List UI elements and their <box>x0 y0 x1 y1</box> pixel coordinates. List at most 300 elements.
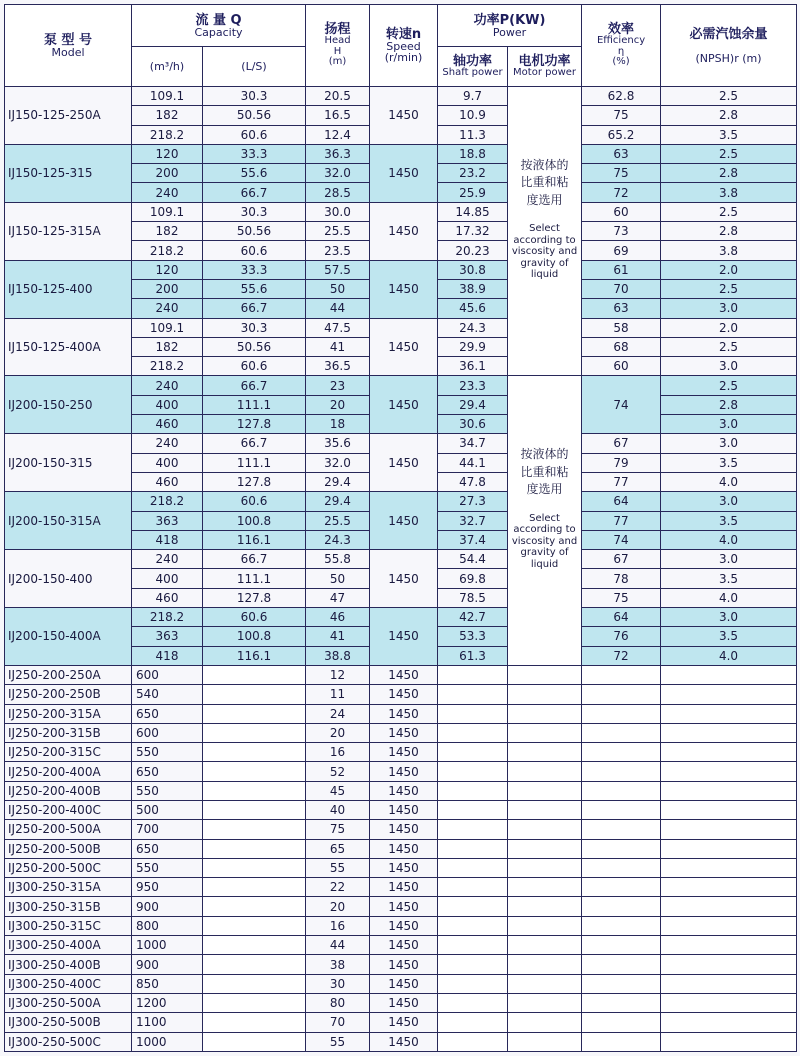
table-body <box>5 87 797 1052</box>
capacity-unit-ls: (L/S) <box>203 47 306 87</box>
motor-power-cell <box>508 858 582 877</box>
head-cell: 47.5 <box>306 318 370 337</box>
head-cell: 20 <box>306 723 370 742</box>
efficiency-cell <box>582 704 661 723</box>
capacity-ls-cell: 60.6 <box>203 125 306 144</box>
table-row <box>5 704 797 723</box>
speed-cell: 1450 <box>370 762 438 781</box>
shaft-power-cell: 30.8 <box>438 260 508 279</box>
efficiency-cell: 79 <box>582 453 661 472</box>
table-row <box>5 434 797 453</box>
capacity-m3h-cell: 650 <box>132 704 203 723</box>
efficiency-cell: 73 <box>582 222 661 241</box>
shaft-power-cell: 37.4 <box>438 530 508 549</box>
capacity-m3h-cell: 400 <box>132 453 203 472</box>
model-cell: IJ300-250-315C <box>5 916 132 935</box>
model-cell: IJ200-150-315 <box>5 434 132 492</box>
model-cell: IJ250-200-500C <box>5 858 132 877</box>
npsh-cell: 2.5 <box>661 202 797 221</box>
efficiency-cell <box>582 743 661 762</box>
shaft-power-cell: 44.1 <box>438 453 508 472</box>
head-cell: 36.5 <box>306 357 370 376</box>
npsh-cell <box>661 800 797 819</box>
model-cell: IJ300-250-500C <box>5 1032 132 1051</box>
speed-header: 转速n Speed (r/min) <box>370 5 438 87</box>
capacity-m3h-cell: 650 <box>132 762 203 781</box>
head-cell: 35.6 <box>306 434 370 453</box>
note-en-text: Select according to viscosity and gravity of liquid <box>511 512 578 570</box>
speed-cell: 1450 <box>370 858 438 877</box>
head-cell: 20 <box>306 897 370 916</box>
npsh-cell: 3.0 <box>661 415 797 434</box>
model-cell: IJ250-200-315B <box>5 723 132 742</box>
head-cell: 80 <box>306 993 370 1012</box>
efficiency-cell: 75 <box>582 164 661 183</box>
capacity-m3h-cell: 218.2 <box>132 492 203 511</box>
model-cell: IJ250-200-315C <box>5 743 132 762</box>
efficiency-cell: 61 <box>582 260 661 279</box>
motor-power-cell <box>508 704 582 723</box>
npsh-cell: 3.0 <box>661 608 797 627</box>
efficiency-cell: 62.8 <box>582 87 661 106</box>
npsh-cell <box>661 916 797 935</box>
capacity-ls-cell <box>203 665 306 684</box>
efficiency-cell <box>582 897 661 916</box>
npsh-cell <box>661 704 797 723</box>
capacity-m3h-cell: 363 <box>132 511 203 530</box>
npsh-cell: 2.5 <box>661 279 797 298</box>
capacity-ls-cell <box>203 1013 306 1032</box>
efficiency-cell: 69 <box>582 241 661 260</box>
efficiency-cell <box>582 665 661 684</box>
npsh-cell: 2.5 <box>661 144 797 163</box>
efficiency-cell: 65.2 <box>582 125 661 144</box>
shaft-power-cell: 24.3 <box>438 318 508 337</box>
motor-power-cell <box>508 936 582 955</box>
capacity-m3h-cell: 120 <box>132 260 203 279</box>
head-cell: 25.5 <box>306 511 370 530</box>
capacity-m3h-cell: 218.2 <box>132 125 203 144</box>
efficiency-header: 效率 Efficiency η (%) <box>582 5 661 87</box>
note-cn-line: 度选用 <box>526 482 563 497</box>
head-cell: 30.0 <box>306 202 370 221</box>
efficiency-cell <box>582 723 661 742</box>
npsh-cell: 2.0 <box>661 318 797 337</box>
speed-cell: 1450 <box>370 665 438 684</box>
shaft-power-cell <box>438 936 508 955</box>
head-cell: 32.0 <box>306 453 370 472</box>
capacity-ls-cell <box>203 974 306 993</box>
efficiency-cell <box>582 936 661 955</box>
capacity-ls-cell: 60.6 <box>203 241 306 260</box>
capacity-ls-cell: 50.56 <box>203 106 306 125</box>
speed-cell: 1450 <box>370 492 438 550</box>
speed-cell: 1450 <box>370 800 438 819</box>
capacity-m3h-cell: 1200 <box>132 993 203 1012</box>
efficiency-cell: 77 <box>582 472 661 491</box>
speed-cell: 1450 <box>370 936 438 955</box>
npsh-cell <box>661 665 797 684</box>
capacity-m3h-cell: 418 <box>132 646 203 665</box>
capacity-m3h-cell: 182 <box>132 337 203 356</box>
model-cell: IJ250-200-250A <box>5 665 132 684</box>
efficiency-cell <box>582 878 661 897</box>
capacity-ls-cell: 127.8 <box>203 588 306 607</box>
npsh-cell <box>661 723 797 742</box>
capacity-m3h-cell: 460 <box>132 415 203 434</box>
shaft-power-cell: 36.1 <box>438 357 508 376</box>
head-cell: 38 <box>306 955 370 974</box>
head-cell: 65 <box>306 839 370 858</box>
shaft-power-cell: 45.6 <box>438 299 508 318</box>
model-cell: IJ250-200-400A <box>5 762 132 781</box>
npsh-cell: 3.0 <box>661 357 797 376</box>
head-cell: 22 <box>306 878 370 897</box>
head-cell: 16 <box>306 916 370 935</box>
shaft-power-cell <box>438 897 508 916</box>
npsh-cell: 2.5 <box>661 337 797 356</box>
npsh-cell: 3.8 <box>661 183 797 202</box>
head-cell: 30 <box>306 974 370 993</box>
table-row <box>5 665 797 684</box>
shaft-power-cell <box>438 762 508 781</box>
capacity-ls-cell: 127.8 <box>203 472 306 491</box>
capacity-m3h-cell: 109.1 <box>132 318 203 337</box>
speed-cell: 1450 <box>370 993 438 1012</box>
shaft-power-header: 轴功率 Shaft power <box>438 47 508 87</box>
capacity-ls-cell: 60.6 <box>203 357 306 376</box>
efficiency-cell <box>582 1032 661 1051</box>
model-cell: IJ300-250-315A <box>5 878 132 897</box>
capacity-m3h-cell: 550 <box>132 858 203 877</box>
table-row <box>5 858 797 877</box>
speed-cell: 1450 <box>370 376 438 434</box>
capacity-ls-cell <box>203 858 306 877</box>
capacity-ls-cell: 60.6 <box>203 492 306 511</box>
shaft-power-cell: 23.3 <box>438 376 508 395</box>
motor-power-cell <box>508 878 582 897</box>
table-row <box>5 916 797 935</box>
capacity-m3h-cell: 363 <box>132 627 203 646</box>
shaft-power-cell: 69.8 <box>438 569 508 588</box>
head-cell: 40 <box>306 800 370 819</box>
model-cell: IJ150-125-250A <box>5 87 132 145</box>
capacity-m3h-cell: 182 <box>132 222 203 241</box>
capacity-m3h-cell: 109.1 <box>132 87 203 106</box>
shaft-power-cell <box>438 1013 508 1032</box>
table-row <box>5 820 797 839</box>
shaft-power-cell: 20.23 <box>438 241 508 260</box>
npsh-cell: 2.8 <box>661 222 797 241</box>
efficiency-cell: 68 <box>582 337 661 356</box>
npsh-cell: 3.5 <box>661 511 797 530</box>
head-cell: 47 <box>306 588 370 607</box>
shaft-power-cell: 54.4 <box>438 550 508 569</box>
shaft-power-cell <box>438 974 508 993</box>
npsh-cell <box>661 858 797 877</box>
npsh-cell: 4.0 <box>661 530 797 549</box>
efficiency-cell <box>582 820 661 839</box>
capacity-m3h-cell: 550 <box>132 781 203 800</box>
npsh-cell <box>661 839 797 858</box>
note-cn-line: 度选用 <box>526 192 563 207</box>
shaft-power-cell: 23.2 <box>438 164 508 183</box>
speed-cell: 1450 <box>370 685 438 704</box>
shaft-power-cell <box>438 781 508 800</box>
table-row <box>5 144 797 163</box>
speed-cell: 1450 <box>370 704 438 723</box>
model-cell: IJ150-125-315 <box>5 144 132 202</box>
efficiency-cell: 60 <box>582 357 661 376</box>
capacity-m3h-cell: 218.2 <box>132 357 203 376</box>
head-cell: 16 <box>306 743 370 762</box>
efficiency-cell: 75 <box>582 588 661 607</box>
model-cell: IJ200-150-250 <box>5 376 132 434</box>
capacity-m3h-cell: 1000 <box>132 936 203 955</box>
capacity-ls-cell: 66.7 <box>203 299 306 318</box>
shaft-power-cell <box>438 839 508 858</box>
motor-power-cell <box>508 781 582 800</box>
capacity-m3h-cell: 400 <box>132 569 203 588</box>
efficiency-cell: 64 <box>582 608 661 627</box>
speed-cell: 1450 <box>370 87 438 145</box>
efficiency-cell <box>582 993 661 1012</box>
motor-power-cell <box>508 916 582 935</box>
model-cell: IJ250-200-250B <box>5 685 132 704</box>
npsh-cell: 3.0 <box>661 299 797 318</box>
motor-power-cell <box>508 1032 582 1051</box>
capacity-ls-cell: 66.7 <box>203 550 306 569</box>
efficiency-cell: 74 <box>582 530 661 549</box>
model-cell: IJ250-200-315A <box>5 704 132 723</box>
motor-power-note <box>508 87 582 376</box>
efficiency-cell <box>582 955 661 974</box>
capacity-ls-cell <box>203 800 306 819</box>
capacity-m3h-cell: 240 <box>132 183 203 202</box>
head-cell: 32.0 <box>306 164 370 183</box>
shaft-power-cell: 30.6 <box>438 415 508 434</box>
note-cn-line: 按液体的 <box>520 158 569 172</box>
shaft-power-cell <box>438 665 508 684</box>
head-cell: 25.5 <box>306 222 370 241</box>
speed-cell: 1450 <box>370 434 438 492</box>
capacity-ls-cell <box>203 781 306 800</box>
capacity-ls-cell: 116.1 <box>203 646 306 665</box>
table-row <box>5 762 797 781</box>
capacity-ls-cell <box>203 936 306 955</box>
table-row <box>5 376 797 395</box>
speed-cell: 1450 <box>370 839 438 858</box>
motor-power-cell <box>508 839 582 858</box>
head-cell: 29.4 <box>306 492 370 511</box>
shaft-power-cell <box>438 916 508 935</box>
capacity-ls-cell: 66.7 <box>203 376 306 395</box>
speed-cell: 1450 <box>370 897 438 916</box>
motor-power-note <box>508 376 582 665</box>
efficiency-cell <box>582 1013 661 1032</box>
head-cell: 44 <box>306 936 370 955</box>
capacity-m3h-cell: 600 <box>132 723 203 742</box>
head-cell: 44 <box>306 299 370 318</box>
efficiency-cell: 74 <box>582 376 661 434</box>
capacity-header: 流 量 Q Capacity <box>132 5 306 47</box>
model-cell: IJ300-250-400A <box>5 936 132 955</box>
motor-power-cell <box>508 1013 582 1032</box>
pump-performance-sheet <box>4 4 796 1052</box>
shaft-power-cell: 18.8 <box>438 144 508 163</box>
speed-cell: 1450 <box>370 144 438 202</box>
npsh-cell: 2.8 <box>661 395 797 414</box>
capacity-ls-cell <box>203 955 306 974</box>
capacity-ls-cell <box>203 743 306 762</box>
capacity-m3h-cell: 182 <box>132 106 203 125</box>
capacity-ls-cell: 30.3 <box>203 87 306 106</box>
shaft-power-cell: 38.9 <box>438 279 508 298</box>
table-row <box>5 685 797 704</box>
capacity-m3h-cell: 460 <box>132 588 203 607</box>
model-cell: IJ300-250-500B <box>5 1013 132 1032</box>
capacity-ls-cell <box>203 878 306 897</box>
head-cell: 52 <box>306 762 370 781</box>
npsh-cell: 4.0 <box>661 588 797 607</box>
capacity-ls-cell <box>203 993 306 1012</box>
capacity-m3h-cell: 850 <box>132 974 203 993</box>
capacity-m3h-cell: 200 <box>132 279 203 298</box>
npsh-cell <box>661 685 797 704</box>
model-cell: IJ300-250-500A <box>5 993 132 1012</box>
capacity-ls-cell <box>203 704 306 723</box>
speed-cell: 1450 <box>370 723 438 742</box>
head-cell: 18 <box>306 415 370 434</box>
speed-cell: 1450 <box>370 608 438 666</box>
capacity-unit-m3h: (m³/h) <box>132 47 203 87</box>
npsh-cell <box>661 974 797 993</box>
head-cell: 41 <box>306 627 370 646</box>
shaft-power-cell <box>438 993 508 1012</box>
capacity-ls-cell: 30.3 <box>203 318 306 337</box>
head-cell: 38.8 <box>306 646 370 665</box>
speed-cell: 1450 <box>370 878 438 897</box>
head-cell: 11 <box>306 685 370 704</box>
model-cell: IJ150-125-400 <box>5 260 132 318</box>
model-cell: IJ250-200-500A <box>5 820 132 839</box>
shaft-power-cell: 17.32 <box>438 222 508 241</box>
model-cell: IJ250-200-500B <box>5 839 132 858</box>
motor-power-cell <box>508 743 582 762</box>
efficiency-cell: 72 <box>582 183 661 202</box>
capacity-m3h-cell: 600 <box>132 665 203 684</box>
capacity-m3h-cell: 1000 <box>132 1032 203 1051</box>
capacity-ls-cell: 33.3 <box>203 260 306 279</box>
shaft-power-cell: 11.3 <box>438 125 508 144</box>
shaft-power-cell <box>438 723 508 742</box>
efficiency-cell <box>582 839 661 858</box>
head-cell: 20 <box>306 395 370 414</box>
shaft-power-cell <box>438 1032 508 1051</box>
motor-power-cell <box>508 762 582 781</box>
table-row <box>5 202 797 221</box>
speed-cell: 1450 <box>370 916 438 935</box>
head-cell: 29.4 <box>306 472 370 491</box>
motor-power-cell <box>508 665 582 684</box>
speed-cell: 1450 <box>370 1032 438 1051</box>
npsh-cell: 2.8 <box>661 164 797 183</box>
npsh-cell <box>661 1032 797 1051</box>
efficiency-cell: 70 <box>582 279 661 298</box>
efficiency-cell: 63 <box>582 144 661 163</box>
shaft-power-cell: 27.3 <box>438 492 508 511</box>
capacity-ls-cell: 55.6 <box>203 164 306 183</box>
speed-cell: 1450 <box>370 202 438 260</box>
capacity-m3h-cell: 700 <box>132 820 203 839</box>
capacity-ls-cell <box>203 685 306 704</box>
motor-power-cell <box>508 955 582 974</box>
efficiency-cell: 67 <box>582 550 661 569</box>
model-cell: IJ150-125-315A <box>5 202 132 260</box>
speed-cell: 1450 <box>370 974 438 993</box>
npsh-cell <box>661 781 797 800</box>
npsh-cell: 2.0 <box>661 260 797 279</box>
speed-cell: 1450 <box>370 743 438 762</box>
table-header <box>5 5 797 87</box>
shaft-power-cell: 25.9 <box>438 183 508 202</box>
efficiency-cell: 63 <box>582 299 661 318</box>
capacity-m3h-cell: 240 <box>132 299 203 318</box>
head-cell: 50 <box>306 569 370 588</box>
motor-power-cell <box>508 974 582 993</box>
capacity-m3h-cell: 800 <box>132 916 203 935</box>
shaft-power-cell <box>438 820 508 839</box>
capacity-ls-cell: 66.7 <box>203 183 306 202</box>
model-cell: IJ300-250-400B <box>5 955 132 974</box>
head-cell: 46 <box>306 608 370 627</box>
head-cell: 45 <box>306 781 370 800</box>
capacity-m3h-cell: 460 <box>132 472 203 491</box>
capacity-m3h-cell: 200 <box>132 164 203 183</box>
capacity-m3h-cell: 550 <box>132 743 203 762</box>
capacity-m3h-cell: 400 <box>132 395 203 414</box>
head-cell: 41 <box>306 337 370 356</box>
capacity-ls-cell: 60.6 <box>203 608 306 627</box>
head-cell: 70 <box>306 1013 370 1032</box>
capacity-m3h-cell: 120 <box>132 144 203 163</box>
efficiency-cell <box>582 781 661 800</box>
motor-power-cell <box>508 800 582 819</box>
motor-power-cell <box>508 685 582 704</box>
capacity-ls-cell: 50.56 <box>203 337 306 356</box>
capacity-ls-cell: 100.8 <box>203 511 306 530</box>
npsh-cell <box>661 936 797 955</box>
capacity-ls-cell: 111.1 <box>203 395 306 414</box>
head-cell: 23.5 <box>306 241 370 260</box>
capacity-m3h-cell: 950 <box>132 878 203 897</box>
npsh-cell <box>661 762 797 781</box>
npsh-header: 必需汽蚀余量 (NPSH)r (m) <box>661 5 797 87</box>
shaft-power-cell: 34.7 <box>438 434 508 453</box>
npsh-cell: 3.0 <box>661 434 797 453</box>
shaft-power-cell: 47.8 <box>438 472 508 491</box>
table-row <box>5 955 797 974</box>
efficiency-cell <box>582 916 661 935</box>
npsh-cell: 4.0 <box>661 472 797 491</box>
shaft-power-cell: 14.85 <box>438 202 508 221</box>
capacity-m3h-cell: 500 <box>132 800 203 819</box>
npsh-cell: 3.5 <box>661 453 797 472</box>
capacity-ls-cell <box>203 723 306 742</box>
npsh-cell <box>661 743 797 762</box>
head-cell: 23 <box>306 376 370 395</box>
capacity-ls-cell: 111.1 <box>203 453 306 472</box>
